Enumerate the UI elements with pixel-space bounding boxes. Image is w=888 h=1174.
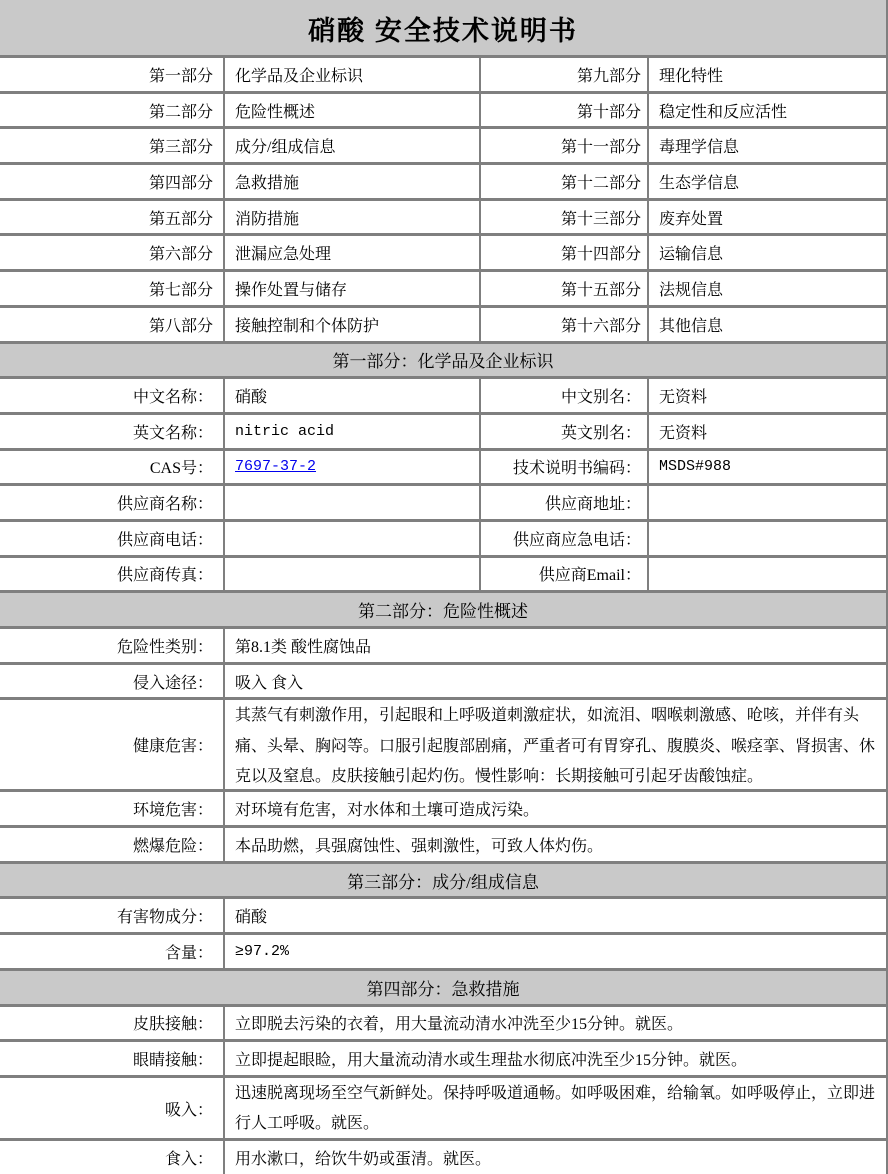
field-row	[0, 789, 886, 825]
section-header-first-aid	[0, 968, 886, 1004]
toc-part-label: 第十一部分	[479, 129, 647, 162]
toc-part-label: 第十六部分	[479, 308, 647, 341]
toc-part-label: 第五部分	[148, 210, 213, 228]
page-title: 硝酸 安全技术说明书	[308, 16, 578, 46]
section-header-identification	[0, 341, 886, 377]
toc-part-title: 成分/组成信息	[223, 129, 479, 162]
section-header-text: 第一部分：化学品及企业标识	[332, 352, 554, 372]
toc-part-title: 毒理学信息	[647, 129, 886, 162]
toc-row	[0, 269, 886, 305]
title-bar	[0, 0, 886, 55]
toc-part-label: 第十部分	[479, 94, 647, 127]
section-header-text: 第三部分：成分/组成信息	[347, 872, 539, 892]
field-value: 立即脱去污染的衣着，用大量流动清水冲洗至少15分钟。就医。	[223, 1007, 886, 1040]
field-label: 燃爆危险：	[132, 837, 213, 855]
toc-part-label: 第六部分	[148, 246, 213, 264]
field-row	[0, 896, 886, 932]
toc-part-title: 生态学信息	[647, 165, 886, 198]
toc-part-title: 运输信息	[647, 236, 886, 269]
field-value	[223, 522, 479, 555]
section-header-composition	[0, 861, 886, 897]
field-label: 供应商应急电话：	[479, 522, 647, 555]
toc-row	[0, 198, 886, 234]
field-value: 本品助燃，具强腐蚀性、强刺激性，可致人体灼伤。	[223, 828, 886, 861]
cas-number-link[interactable]: 7697-37-2	[235, 458, 317, 476]
field-row	[0, 519, 886, 555]
field-row	[0, 1075, 886, 1139]
toc-part-title: 其他信息	[647, 308, 886, 341]
field-value: 硝酸	[223, 379, 479, 412]
field-label: 环境危害：	[132, 802, 213, 820]
field-label: CAS号：	[149, 460, 213, 478]
toc-part-label: 第十五部分	[479, 272, 647, 305]
field-label: 英文名称：	[132, 424, 213, 442]
section-header-text: 第四部分：急救措施	[366, 979, 520, 999]
toc-part-title: 法规信息	[647, 272, 886, 305]
field-label: 健康危害：	[132, 738, 213, 756]
field-label: 眼睛接触：	[132, 1052, 213, 1070]
toc-part-title: 理化特性	[647, 58, 886, 91]
field-label: 供应商Email：	[479, 558, 647, 591]
field-value	[223, 558, 479, 591]
field-value	[647, 558, 886, 591]
field-value: 第8.1类 酸性腐蚀品	[223, 629, 886, 662]
toc-part-label: 第十三部分	[479, 201, 647, 234]
toc-row	[0, 162, 886, 198]
field-value: 对环境有危害，对水体和土壤可造成污染。	[223, 792, 886, 825]
toc-part-label: 第九部分	[479, 58, 647, 91]
field-row	[0, 825, 886, 861]
field-row	[0, 1004, 886, 1040]
field-label: 食入：	[164, 1151, 213, 1169]
field-row	[0, 626, 886, 662]
field-row	[0, 412, 886, 448]
toc-row	[0, 91, 886, 127]
field-label: 供应商传真：	[116, 567, 213, 585]
field-value: 无资料	[647, 379, 886, 412]
field-label: 供应商地址：	[479, 486, 647, 519]
field-value: nitric acid	[223, 415, 479, 448]
field-value: MSDS#988	[647, 451, 886, 484]
toc-part-title: 危险性概述	[223, 94, 479, 127]
field-value: 其蒸气有刺激作用，引起眼和上呼吸道刺激症状，如流泪、咽喉刺激感、呛咳，并伴有头痛、头晕、胸闷等。口服引起腹部剧痛，严重者可有胃穿孔、腹膜炎、喉痉挛、肾损害、休克以及窒息。皮肤接触引起灼伤。慢性影响：长期接触可引起牙齿酸蚀症。	[223, 700, 886, 789]
field-label: 英文别名：	[479, 415, 647, 448]
toc-part-label: 第一部分	[148, 67, 213, 85]
toc-part-label: 第二部分	[148, 103, 213, 121]
field-row	[0, 376, 886, 412]
field-value: 无资料	[647, 415, 886, 448]
field-label: 技术说明书编码：	[479, 451, 647, 484]
field-label: 中文别名：	[479, 379, 647, 412]
toc-part-label: 第十二部分	[479, 165, 647, 198]
toc-part-title: 急救措施	[223, 165, 479, 198]
toc-part-title: 接触控制和个体防护	[223, 308, 479, 341]
toc-part-title: 化学品及企业标识	[223, 58, 479, 91]
toc-part-label: 第十四部分	[479, 236, 647, 269]
field-row	[0, 1138, 886, 1174]
toc-row	[0, 305, 886, 341]
toc-part-title: 消防措施	[223, 201, 479, 234]
toc-part-label: 第七部分	[148, 281, 213, 299]
field-label: 危险性类别：	[116, 638, 213, 656]
toc-part-label: 第四部分	[148, 174, 213, 192]
field-value	[647, 486, 886, 519]
toc-row	[0, 55, 886, 91]
field-label: 供应商名称：	[116, 496, 213, 514]
field-value	[223, 486, 479, 519]
toc-part-title: 泄漏应急处理	[223, 236, 479, 269]
field-row	[0, 662, 886, 698]
field-label: 吸入：	[164, 1101, 213, 1119]
field-label: 供应商电话：	[116, 531, 213, 549]
field-row	[0, 1039, 886, 1075]
toc-part-title: 废弃处置	[647, 201, 886, 234]
field-row	[0, 448, 886, 484]
toc-row	[0, 126, 886, 162]
field-value: 硝酸	[223, 899, 886, 932]
field-label: 中文名称：	[132, 389, 213, 407]
field-value	[647, 522, 886, 555]
toc-part-label: 第三部分	[148, 139, 213, 157]
field-row	[0, 932, 886, 968]
field-value: ≥97.2%	[223, 935, 886, 968]
field-value: 立即提起眼睑，用大量流动清水或生理盐水彻底冲洗至少15分钟。就医。	[223, 1042, 886, 1075]
field-label: 有害物成分：	[116, 909, 213, 927]
toc-part-label: 第八部分	[148, 317, 213, 335]
field-label: 含量：	[164, 944, 213, 962]
toc-part-title: 操作处置与储存	[223, 272, 479, 305]
field-row	[0, 555, 886, 591]
field-label: 皮肤接触：	[132, 1016, 213, 1034]
field-value: 迅速脱离现场至空气新鲜处。保持呼吸道通畅。如呼吸困难，给输氧。如呼吸停止，立即进行人工呼吸。就医。	[223, 1078, 886, 1139]
field-value: 吸入 食入	[223, 665, 886, 698]
field-row	[0, 697, 886, 789]
section-header-text: 第二部分：危险性概述	[358, 602, 528, 622]
section-header-hazards	[0, 590, 886, 626]
toc-part-title: 稳定性和反应活性	[647, 94, 886, 127]
field-row	[0, 483, 886, 519]
toc-row	[0, 233, 886, 269]
field-value: 用水漱口，给饮牛奶或蛋清。就医。	[223, 1141, 886, 1174]
field-label: 侵入途径：	[132, 674, 213, 692]
